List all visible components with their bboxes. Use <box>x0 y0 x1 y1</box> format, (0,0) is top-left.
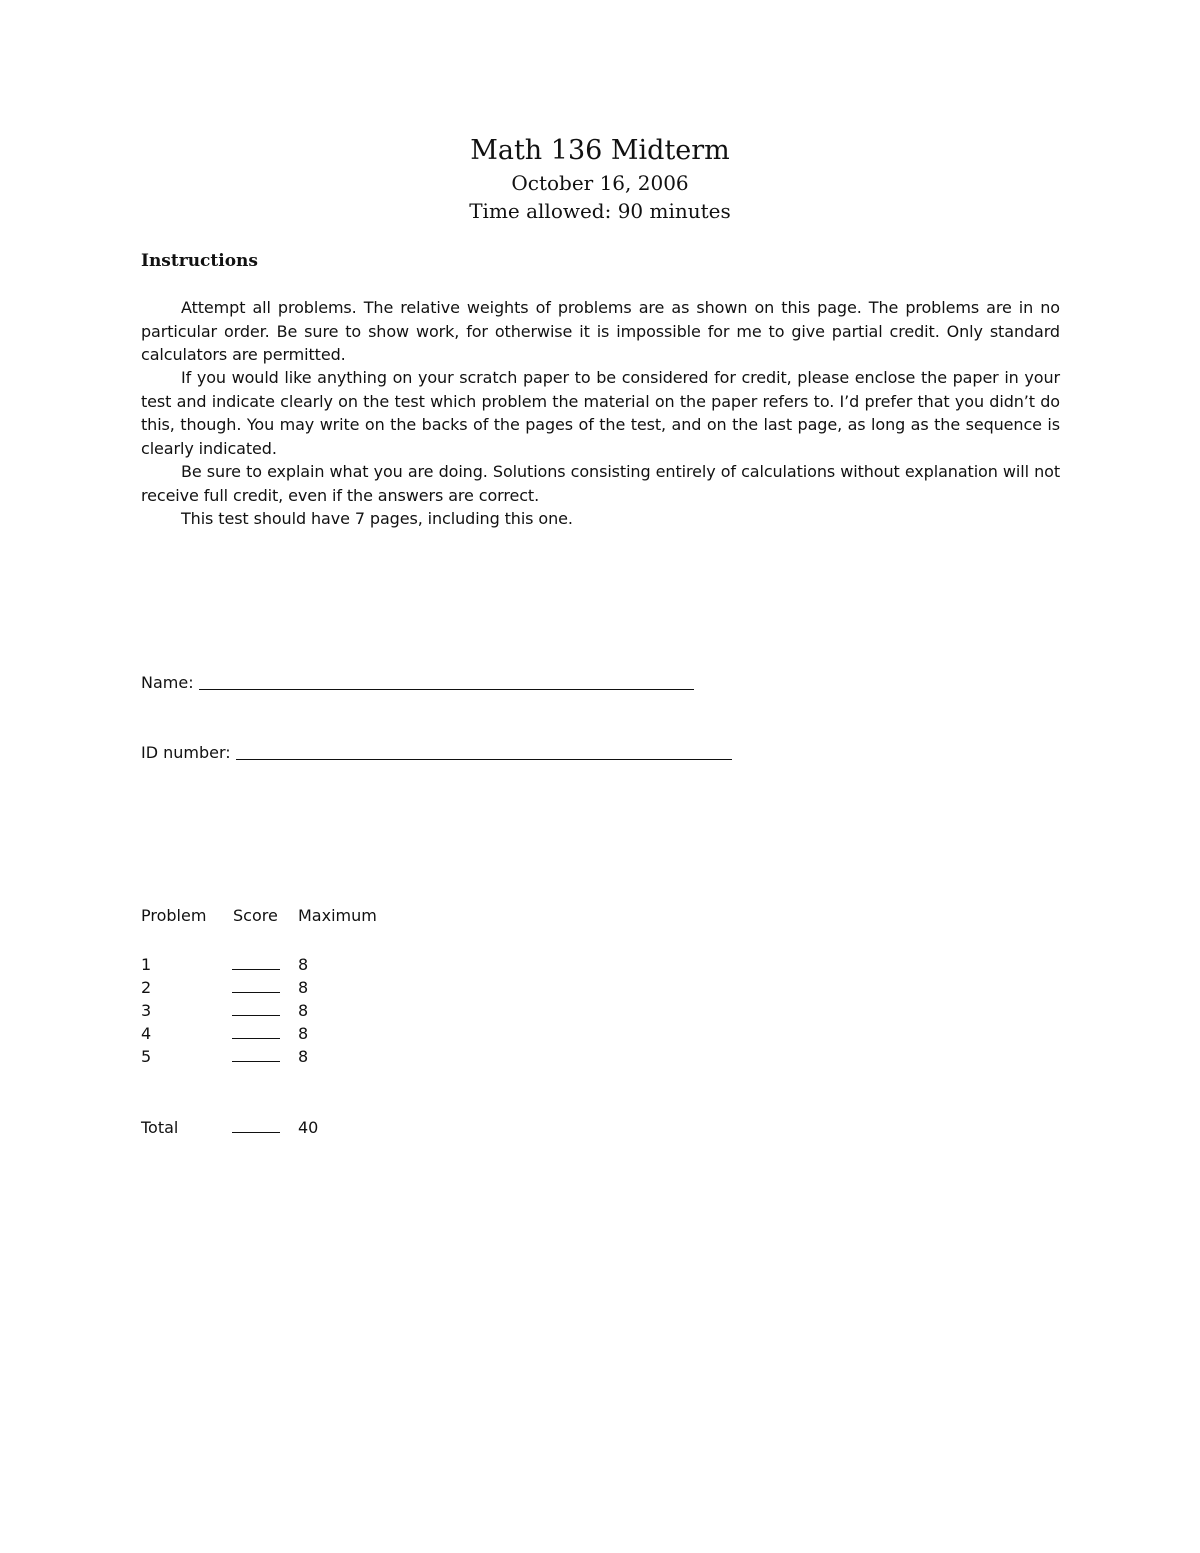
instructions-paragraph-4 <box>141 507 1060 531</box>
table-row <box>141 1000 541 1022</box>
name-label: Name: <box>141 673 194 692</box>
total-label: Total <box>141 1118 179 1137</box>
id-number-blank-line[interactable] <box>236 759 732 760</box>
problem-maximum: 8 <box>298 955 309 974</box>
header-problem: Problem <box>141 906 207 925</box>
problem-number: 3 <box>141 1001 152 1020</box>
paragraph-text: This test should have 7 pages, including this one. <box>181 509 573 528</box>
paragraph-text: If you would like anything on your scratch paper to be considered for credit, please enclose the paper in your test and indicate clearly on the test which problem the material on the paper refers to. I’d prefer that you didn’t do this, though. You may write on the backs of the pages of the test, and on the last page, as long as the sequence is clearly indicated. <box>141 368 1060 458</box>
score-blank[interactable] <box>232 1061 280 1062</box>
total-score-blank[interactable] <box>232 1132 280 1133</box>
score-blank[interactable] <box>232 1015 280 1016</box>
name-field <box>141 672 694 694</box>
score-blank[interactable] <box>232 969 280 970</box>
problem-maximum: 8 <box>298 1001 309 1020</box>
paragraph-text: Attempt all problems. The relative weights of problems are as shown on this page. The problems are in no particular order. Be sure to show work, for otherwise it is impossible for me to give partial credit. Only standard calculators are permitted. <box>141 298 1060 364</box>
problem-maximum: 8 <box>298 1024 309 1043</box>
table-row <box>141 954 541 976</box>
total-row <box>141 1117 541 1139</box>
score-blank[interactable] <box>232 992 280 993</box>
problem-number: 5 <box>141 1047 152 1066</box>
problem-maximum: 8 <box>298 1047 309 1066</box>
exam-title: Math 136 Midterm <box>470 135 730 166</box>
paragraph-text: Be sure to explain what you are doing. Solutions consisting entirely of calculations without explanation will not receive full credit, even if the answers are correct. <box>141 462 1060 505</box>
instructions-paragraph-2 <box>141 366 1060 460</box>
table-row <box>141 977 541 999</box>
score-blank[interactable] <box>232 1038 280 1039</box>
table-row <box>141 1023 541 1045</box>
header-maximum: Maximum <box>298 906 377 925</box>
instructions-paragraph-1 <box>141 296 1060 367</box>
id-number-label: ID number: <box>141 743 231 762</box>
time-allowed: Time allowed: 90 minutes <box>469 199 731 223</box>
score-table-header <box>141 905 541 927</box>
table-row <box>141 1046 541 1068</box>
problem-number: 1 <box>141 955 152 974</box>
problem-number: 2 <box>141 978 152 997</box>
instructions-paragraph-3 <box>141 460 1060 507</box>
problem-maximum: 8 <box>298 978 309 997</box>
total-maximum: 40 <box>298 1118 319 1137</box>
name-blank-line[interactable] <box>199 689 694 690</box>
problem-number: 4 <box>141 1024 152 1043</box>
header-score: Score <box>233 906 278 925</box>
exam-date: October 16, 2006 <box>511 171 689 195</box>
id-number-field <box>141 742 732 764</box>
instructions-heading: Instructions <box>141 251 258 271</box>
